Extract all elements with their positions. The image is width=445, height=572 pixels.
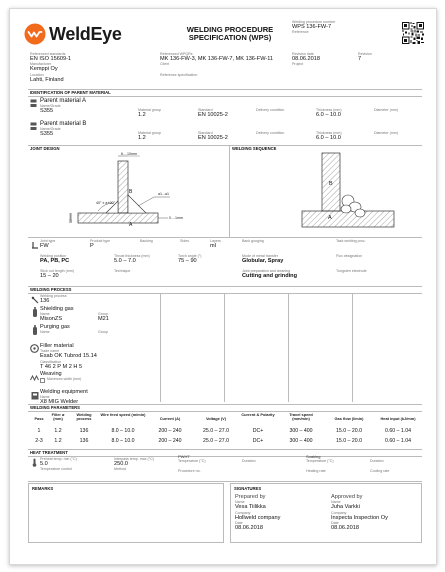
document-title xyxy=(160,26,300,43)
title-line-2: SPECIFICATION (WPS) xyxy=(188,33,272,43)
method-label: Method xyxy=(114,467,126,472)
equipment-name-label: Name xyxy=(40,395,50,400)
task-welding-label: Task welding proc. xyxy=(336,239,366,243)
purging-title: Purging gas xyxy=(40,324,70,330)
torch-angle-label: Torch angle (°) xyxy=(178,254,202,258)
cell: 136 xyxy=(79,438,89,444)
joint-design-title: JOINT DESIGN xyxy=(30,146,60,151)
revision-label: Revision xyxy=(358,52,372,56)
layers: ml xyxy=(210,243,216,249)
table-row xyxy=(28,438,422,447)
equipment-title: Welding equipment xyxy=(40,389,88,395)
parent-b-name-label: Name/Grade xyxy=(40,127,61,132)
parameters-table xyxy=(28,413,422,449)
prepared-company: Hollweld company xyxy=(235,514,281,521)
weaving-title: Weaving xyxy=(40,371,62,377)
revision-date: 08.06.2018 xyxy=(292,56,320,62)
parent-a-thickness-label: Thickness (mm) xyxy=(316,108,342,112)
parent-a-standard-label: Standard xyxy=(198,108,213,112)
cell: 0.60 – 1.04 xyxy=(385,438,411,444)
qr-code-icon xyxy=(402,22,424,44)
parent-a-title: Parent material A xyxy=(40,98,87,104)
reference-spec-label: Reference specification xyxy=(160,72,198,77)
parent-a-name-label: Name/Grade xyxy=(40,104,61,109)
equipment-name: X8 MIG Welder xyxy=(40,399,79,406)
ref-wpqrs-label: Referenced WPQRs xyxy=(160,52,193,56)
pwht-title: PWHT xyxy=(178,454,190,459)
parent-b-thickness-label: Thickness (mm) xyxy=(316,131,342,135)
cell: 8.0 – 10.0 xyxy=(111,438,135,444)
label-b: B xyxy=(129,189,133,195)
col-voltage: Voltage (V) xyxy=(205,416,227,421)
joint-info xyxy=(28,239,422,285)
location: Lahti, Finland xyxy=(30,76,64,83)
gas-cylinder-icon xyxy=(32,307,38,317)
project-label: Project xyxy=(292,62,304,67)
location-label: Location xyxy=(30,72,44,77)
revision-date-label: Revision date xyxy=(292,52,314,56)
dim-side-label: 10mm xyxy=(69,213,73,223)
shielding-name-label: Name xyxy=(40,312,50,317)
wps-document xyxy=(9,8,437,565)
col-process: Welding process xyxy=(76,412,92,422)
flux-label: Flux designation xyxy=(336,254,363,258)
signatures-title: SIGNATURES xyxy=(234,486,262,491)
joint-prep: Cutting and grinding xyxy=(242,273,297,279)
heat-treatment-title: HEAT TREATMENT xyxy=(30,450,68,455)
remarks-box xyxy=(28,483,224,543)
weldeye-logo xyxy=(24,23,122,45)
title-line-1: WELDING PROCEDURE xyxy=(186,25,274,34)
joint-prep-label: Joint preparation and cleaning xyxy=(242,269,291,273)
approved-company: Inspecta Inspection Oy xyxy=(331,514,388,521)
cell: 200 – 240 xyxy=(158,438,182,444)
cell: DC+ xyxy=(252,428,264,434)
purging-gas-icon xyxy=(32,325,38,335)
parent-a-thickness: 6.0 – 10.0 xyxy=(316,112,341,118)
ref-wpqrs: MK 136-FW-3, MK 136-FW-7, MK 136-FW-11 xyxy=(160,56,274,62)
col-gas: Gas flow (l/min) xyxy=(334,416,364,421)
reference-label: Reference xyxy=(292,30,309,35)
welding-process-title: WELDING PROCESS xyxy=(30,287,72,292)
metal-transfer-label: Mode of metal transfer xyxy=(242,254,278,258)
weaving-checkbox[interactable] xyxy=(40,378,45,383)
soaking-temp-label: Temperature (°C) xyxy=(306,459,334,463)
preheat: 5.0 xyxy=(40,461,48,467)
seq-label-a: A xyxy=(328,215,332,221)
heat-treatment-block xyxy=(28,454,422,479)
dim-angle-label: 40° ± a+90° xyxy=(96,201,115,205)
cell: 200 – 240 xyxy=(158,428,182,434)
filler-title: Filler material xyxy=(40,343,74,349)
dim-top-label: 6....10mm xyxy=(121,152,137,156)
cell: 15.0 – 20.0 xyxy=(336,428,362,434)
parent-b-title: Parent material B xyxy=(40,121,87,127)
backing-label: Backing xyxy=(140,239,153,243)
parent-b-group: 1.2 xyxy=(138,135,146,141)
sides-label: Sides xyxy=(180,239,189,243)
col-heat: Heat input (kJ/mm) xyxy=(380,416,416,421)
ref-standards-label: Referenced standards xyxy=(30,52,66,56)
purging-group-label: Group xyxy=(98,330,108,334)
cell: 300 – 400 xyxy=(289,438,313,444)
welding-parameters-title: WELDING PARAMETERS xyxy=(30,405,80,410)
pwht-temp-label: Temperature (°C) xyxy=(178,459,206,463)
shielding-group: M21 xyxy=(98,316,109,322)
parent-material-title: IDENTIFICATION OF PARENT MATERIAL xyxy=(30,90,111,95)
layers-label: Layers xyxy=(210,239,221,243)
parent-a-name: S355 xyxy=(40,108,54,115)
throat: 5.0 – 7.0 xyxy=(114,258,136,264)
logo-text: WeldEye xyxy=(49,24,122,44)
filler-class-label: Classification xyxy=(40,359,62,364)
process-label: Welding process xyxy=(40,294,67,298)
ref-standards: EN ISO 15609-1 xyxy=(30,56,72,62)
joint-type-label: Joint type xyxy=(40,239,56,243)
manufacturer: Kemppi Oy xyxy=(30,66,58,73)
shielding-title: Shielding gas xyxy=(40,306,74,312)
shielding-name: MisonZS xyxy=(40,316,63,323)
process-value: 136 xyxy=(40,298,50,304)
pwht-duration-label: Duration xyxy=(242,459,256,463)
parent-b-standard-label: Standard xyxy=(198,131,213,135)
cell: 136 xyxy=(79,428,89,434)
stick-out-label: Stick out length (mm) xyxy=(40,269,74,273)
parent-b-standard: EN 10025-2 xyxy=(198,135,228,141)
approved-date-label: Date xyxy=(331,521,339,526)
prepared-name-label: Name xyxy=(235,500,245,505)
dim-gap-label: 0....1mm xyxy=(169,216,183,220)
cell: 300 – 400 xyxy=(289,428,313,434)
soaking-duration-label: Duration xyxy=(370,459,384,463)
cell: DC+ xyxy=(252,438,264,444)
welding-sequence-drawing xyxy=(280,151,400,235)
parent-a-group-label: Material group xyxy=(138,108,161,112)
back-gouging-label: Back gouging xyxy=(242,239,264,243)
thermometer-icon xyxy=(32,458,37,467)
prepared-date-label: Date xyxy=(235,521,243,526)
col-polarity: Current & Polarity xyxy=(241,412,275,417)
prepared-title: Prepared by xyxy=(235,494,266,500)
technique-label: Technique xyxy=(114,269,131,273)
approved-name-label: Name xyxy=(331,500,341,505)
cell: 8.0 – 10.0 xyxy=(111,428,135,434)
approved-date: 08.06.2018 xyxy=(331,525,359,532)
cell: 15.0 – 20.0 xyxy=(336,438,362,444)
weaving-icon xyxy=(30,375,40,381)
col-travel: Travel speed (mm/min) xyxy=(289,412,313,422)
product-type-label: Product type xyxy=(90,239,111,243)
welding-position-label: Welding position xyxy=(40,254,67,258)
remarks-title: REMARKS xyxy=(32,486,54,491)
approved-name: Juha Varkki xyxy=(331,504,360,511)
cell: 0.60 – 1.04 xyxy=(385,428,411,434)
welding-sequence-title: WELDING SEQUENCE xyxy=(232,146,277,151)
throat-label: Throat thickness (mm) xyxy=(114,254,150,258)
col-wire-feed: Wire feed speed (m/min) xyxy=(100,412,146,417)
temp-control-label: Temperature control xyxy=(40,467,72,472)
cell: 1.2 xyxy=(54,438,62,444)
torch-angle: 75 – 90 xyxy=(178,258,197,264)
welding-process-block xyxy=(28,294,158,404)
tungsten-label: Tungsten electrode xyxy=(336,269,367,273)
welding-machine-icon xyxy=(31,391,39,400)
col-filler: Filler ø (mm) xyxy=(51,412,65,422)
parent-a-group: 1.2 xyxy=(138,112,146,118)
manufacturer-label: Manufacturer xyxy=(30,62,52,67)
client-label: Client xyxy=(160,62,170,67)
parent-b-name: S355 xyxy=(40,131,54,138)
soaking-title: Soaking xyxy=(306,454,321,459)
cell: 25.0 – 27.0 xyxy=(203,438,229,444)
filler-spool-icon xyxy=(30,344,39,353)
joint-type-icon xyxy=(31,241,39,249)
plate-icon xyxy=(30,122,37,132)
signatures-box xyxy=(230,483,422,543)
parent-a-delivery-label: Delivery condition xyxy=(256,108,285,112)
stick-out: 15 – 20 xyxy=(40,273,59,279)
shielding-group-label: Group xyxy=(98,312,108,316)
dim-a-label: a1...a1 xyxy=(158,192,169,196)
product-type: P xyxy=(90,243,94,249)
parent-b-group-label: Material group xyxy=(138,131,161,135)
revision: 7 xyxy=(358,56,362,62)
joint-type: FW xyxy=(40,243,49,249)
preheat-label: Preheat temp. min (°C) xyxy=(40,457,77,461)
torch-icon xyxy=(31,296,39,304)
weaving-width-label: Maximum width (mm) xyxy=(47,377,82,382)
cooling-rate-label: Cooling rate xyxy=(370,469,390,474)
parent-b-thickness: 6.0 – 10.0 xyxy=(316,135,341,141)
wps-number: WPS 136-FW-7 xyxy=(292,24,332,30)
weldeye-logo-icon xyxy=(24,23,46,45)
cell: 1.2 xyxy=(54,428,62,434)
welding-position: PA, PB, PC xyxy=(40,258,70,264)
parent-material-b xyxy=(28,121,422,143)
joint-design-drawing xyxy=(58,151,218,235)
purging-name-label: Name xyxy=(40,330,50,335)
label-a: A xyxy=(129,222,133,228)
parent-material-a xyxy=(28,98,422,120)
approved-company-label: Company xyxy=(331,510,347,515)
table-row xyxy=(28,428,422,437)
plate-icon xyxy=(30,99,37,109)
cell: 25.0 – 27.0 xyxy=(203,428,229,434)
parent-b-delivery-label: Delivery condition xyxy=(256,131,285,135)
heating-rate-label: Heating rate xyxy=(306,469,326,474)
interpass-label: Interpass temp. max (°C) xyxy=(114,457,154,461)
prepared-date: 08.06.2018 xyxy=(235,525,263,532)
col-current: Current (A) xyxy=(159,416,181,421)
prepared-name: Vesa Tiilikka xyxy=(235,504,266,511)
seq-label-b: B xyxy=(329,181,333,187)
filler-trade: Esab OK Tubrod 15.14 xyxy=(40,353,97,360)
wps-number-label: Welding procedure number xyxy=(292,20,336,24)
filler-class: T 46 2 P M 2 H 5 xyxy=(40,363,83,370)
cell: 1 xyxy=(37,428,41,434)
cell: 2-3 xyxy=(35,438,43,444)
parent-a-standard: EN 10025-2 xyxy=(198,112,228,118)
parent-a-diameter-label: Diameter (mm) xyxy=(374,108,398,112)
interpass: 250.0 xyxy=(114,461,128,467)
parent-b-diameter-label: Diameter (mm) xyxy=(374,131,398,135)
procedure-label: Procedure no. xyxy=(178,469,201,474)
approved-title: Approved by xyxy=(331,494,363,500)
filler-trade-label: Trade name xyxy=(40,349,60,354)
col-pass: Pass xyxy=(34,416,44,421)
metal-transfer: Globular, Spray xyxy=(242,258,284,264)
prepared-company-label: Company xyxy=(235,510,251,515)
